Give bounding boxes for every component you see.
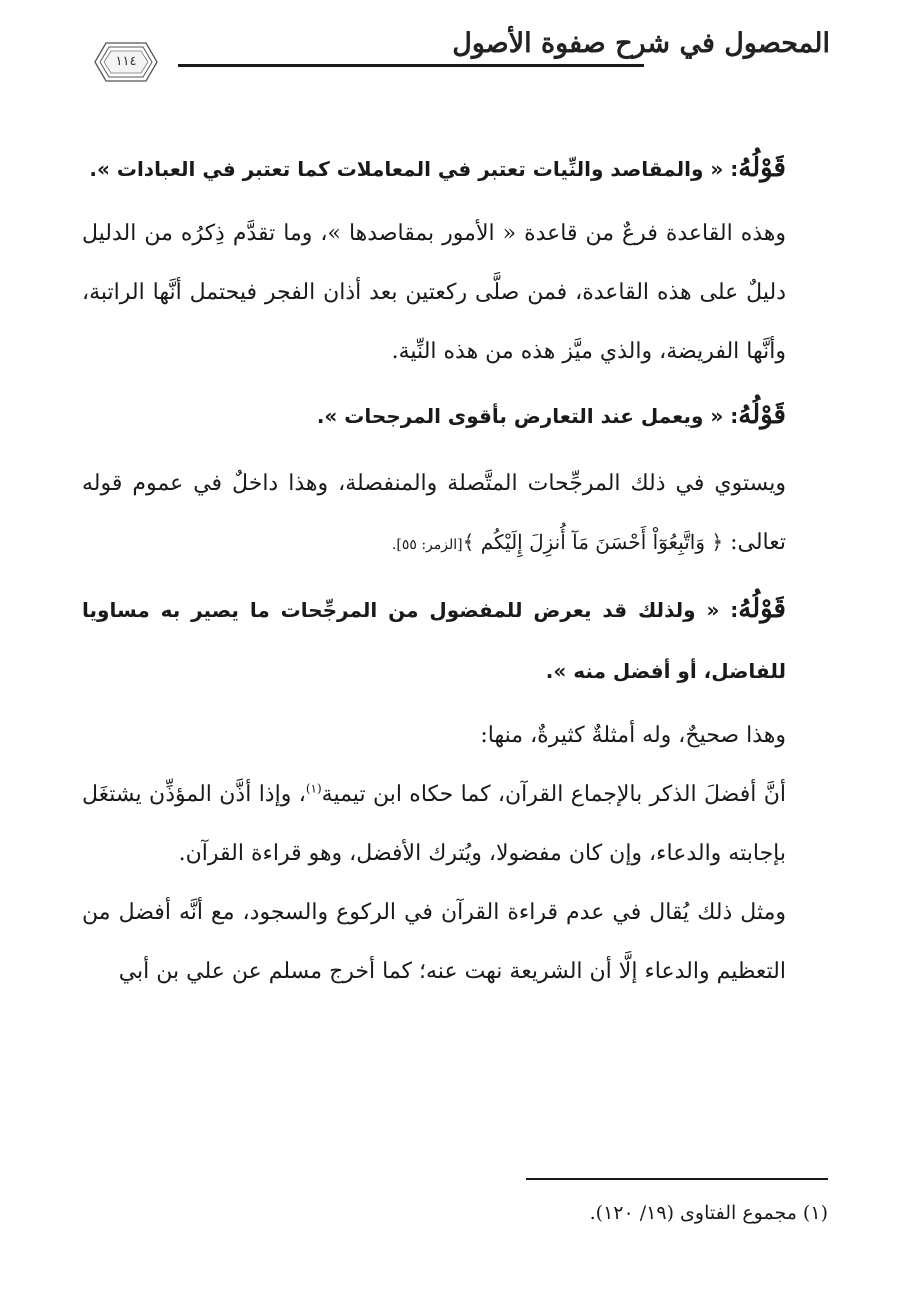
paragraph <box>82 765 830 883</box>
header-rule <box>178 64 644 67</box>
quote-text: : « ويعمل عند التعارض بأقوى المرجحات ». <box>316 404 739 428</box>
quoted-statement <box>82 385 830 447</box>
paragraph: ومثل ذلك يُقال في عدم قراءة القرآن في الركوع والسجود، مع أنَّه أفضل من التعظيم والدعاء إلَّا أن الشريعة نهت عنه؛ كما أخرج مسلم عن علي بن أبي <box>82 900 786 984</box>
paragraph: وهذه القاعدة فرعٌ من قاعدة « الأمور بمقاصدها »، وما تقدَّم ذِكرُه من الدليل دليلٌ على هذه القاعدة، فمن صلَّى ركعتين بعد أذان الفجر فيحتمل أنَّها الراتبة، وأنَّها الفريضة، والذي ميَّز هذه من هذه النِّية. <box>82 221 786 364</box>
paragraph-text: أنَّ أفضلَ الذكر بالإجماع القرآن، كما حكاه ابن تيمية <box>321 782 786 807</box>
footnote-marker[interactable]: (١) <box>305 781 322 796</box>
quote-text: : « والمقاصد والنِّيات تعتبر في المعاملات كما تعتبر في العبادات ». <box>89 157 739 181</box>
book-title: المحصول في شرح صفوة الأصول <box>452 28 830 59</box>
page-body <box>82 138 830 1001</box>
quoted-statement <box>82 579 830 702</box>
qawl-label: قَوْلُهُ <box>738 400 786 430</box>
quoted-statement <box>82 138 830 200</box>
page-number: ١١٤ <box>115 54 137 69</box>
footnote-separator <box>526 1178 828 1180</box>
paragraph: وهذا صحيحٌ، وله أمثلةٌ كثيرةٌ، منها: <box>480 723 786 748</box>
footnote: (١) مجموع الفتاوى (١٩/ ١٢٠). <box>589 1202 828 1224</box>
paragraph <box>82 454 830 575</box>
quran-verse: ﴿ وَاتَّبِعُوٓاْ أَحْسَنَ مَآ أُنزِلَ إِلَيْكُم ﴾ <box>462 530 724 554</box>
qawl-label: قَوْلُهُ <box>738 153 786 183</box>
quote-text: : « ولذلك قد يعرض للمفضول من المرجِّحات ما يصير به مساويا للفاضل، أو أفضل منه ». <box>82 598 786 683</box>
page-header <box>82 28 830 88</box>
verse-reference: [الزمر: ٥٥]. <box>391 537 463 553</box>
qawl-label: قَوْلُهُ <box>738 594 786 624</box>
paragraph-text: ، وإذا أذَّن المؤذِّن يشتغَل بإجابته والدعاء، وإن كان مفضولا، ويُترك الأفضل، وهو قراءة القرآن. <box>82 782 786 866</box>
paragraph-text: ويستوي في ذلك المرجِّحات المتَّصلة والمنفصلة، وهذا داخلٌ في عموم قوله تعالى: <box>82 471 786 555</box>
